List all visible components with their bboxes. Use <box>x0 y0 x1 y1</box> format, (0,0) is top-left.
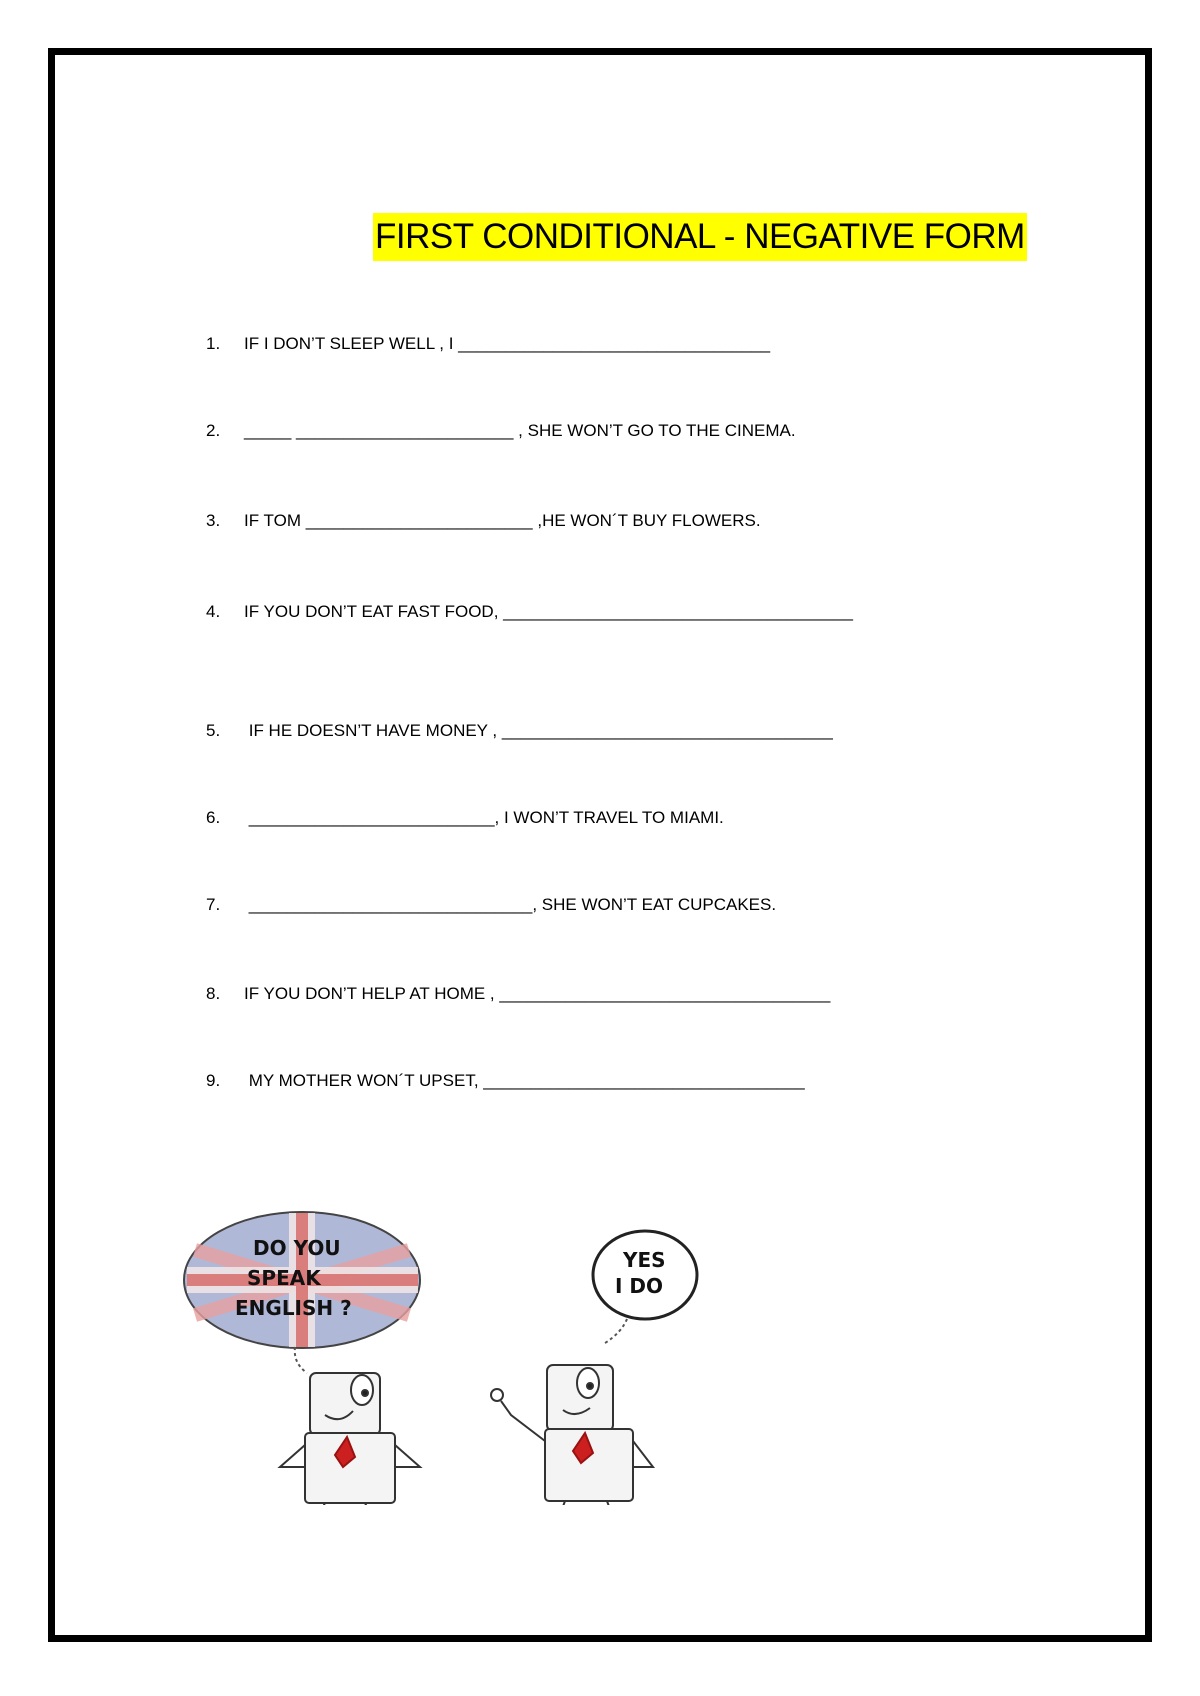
worksheet-title: FIRST CONDITIONAL - NEGATIVE FORM <box>373 213 1027 261</box>
item-text: ______________________________, SHE WON’T EAT CUPCAKES. <box>244 895 777 914</box>
exercise-item <box>206 333 770 355</box>
item-text: _____ _______________________ , SHE WON’T GO TO THE CINEMA. <box>244 421 796 440</box>
item-text: IF YOU DON’T HELP AT HOME , ___________________________________ <box>244 984 831 1003</box>
cartoon-illustration <box>175 1205 750 1505</box>
item-number: 8. <box>206 984 221 1003</box>
character-left <box>280 1373 420 1505</box>
item-number: 1. <box>206 334 221 353</box>
item-number: 6. <box>206 808 221 827</box>
item-text: IF I DON’T SLEEP WELL , I _________________________________ <box>244 334 771 353</box>
exercise-item <box>206 720 833 742</box>
item-text: IF YOU DON’T EAT FAST FOOD, _____________________________________ <box>244 602 853 621</box>
exercise-item <box>206 983 830 1005</box>
speech-bubble-left <box>184 1212 420 1373</box>
item-number: 3. <box>206 511 221 530</box>
item-text: IF TOM ________________________ ,HE WON´T BUY FLOWERS. <box>244 511 761 530</box>
bubble-text: SPEAK <box>247 1266 321 1290</box>
exercise-item <box>206 420 796 442</box>
item-text: IF HE DOESN’T HAVE MONEY , ___________________________________ <box>244 721 833 740</box>
character-right <box>491 1365 653 1505</box>
item-text: __________________________, I WON’T TRAVEL TO MIAMI. <box>244 808 724 827</box>
bubble-text: I DO <box>615 1274 664 1298</box>
item-number: 4. <box>206 602 221 621</box>
item-number: 9. <box>206 1071 221 1090</box>
exercise-item <box>206 894 776 916</box>
item-number: 7. <box>206 895 221 914</box>
bubble-text: ENGLISH ? <box>235 1296 352 1320</box>
item-text: MY MOTHER WON´T UPSET, __________________________________ <box>244 1071 805 1090</box>
bubble-text: DO YOU <box>253 1236 341 1260</box>
bubble-text: YES <box>623 1248 666 1272</box>
item-number: 2. <box>206 421 221 440</box>
exercise-item <box>206 510 761 532</box>
exercise-item <box>206 1070 805 1092</box>
speech-bubble-right <box>593 1231 697 1343</box>
exercise-item <box>206 601 853 623</box>
exercise-item <box>206 807 724 829</box>
item-number: 5. <box>206 721 221 740</box>
